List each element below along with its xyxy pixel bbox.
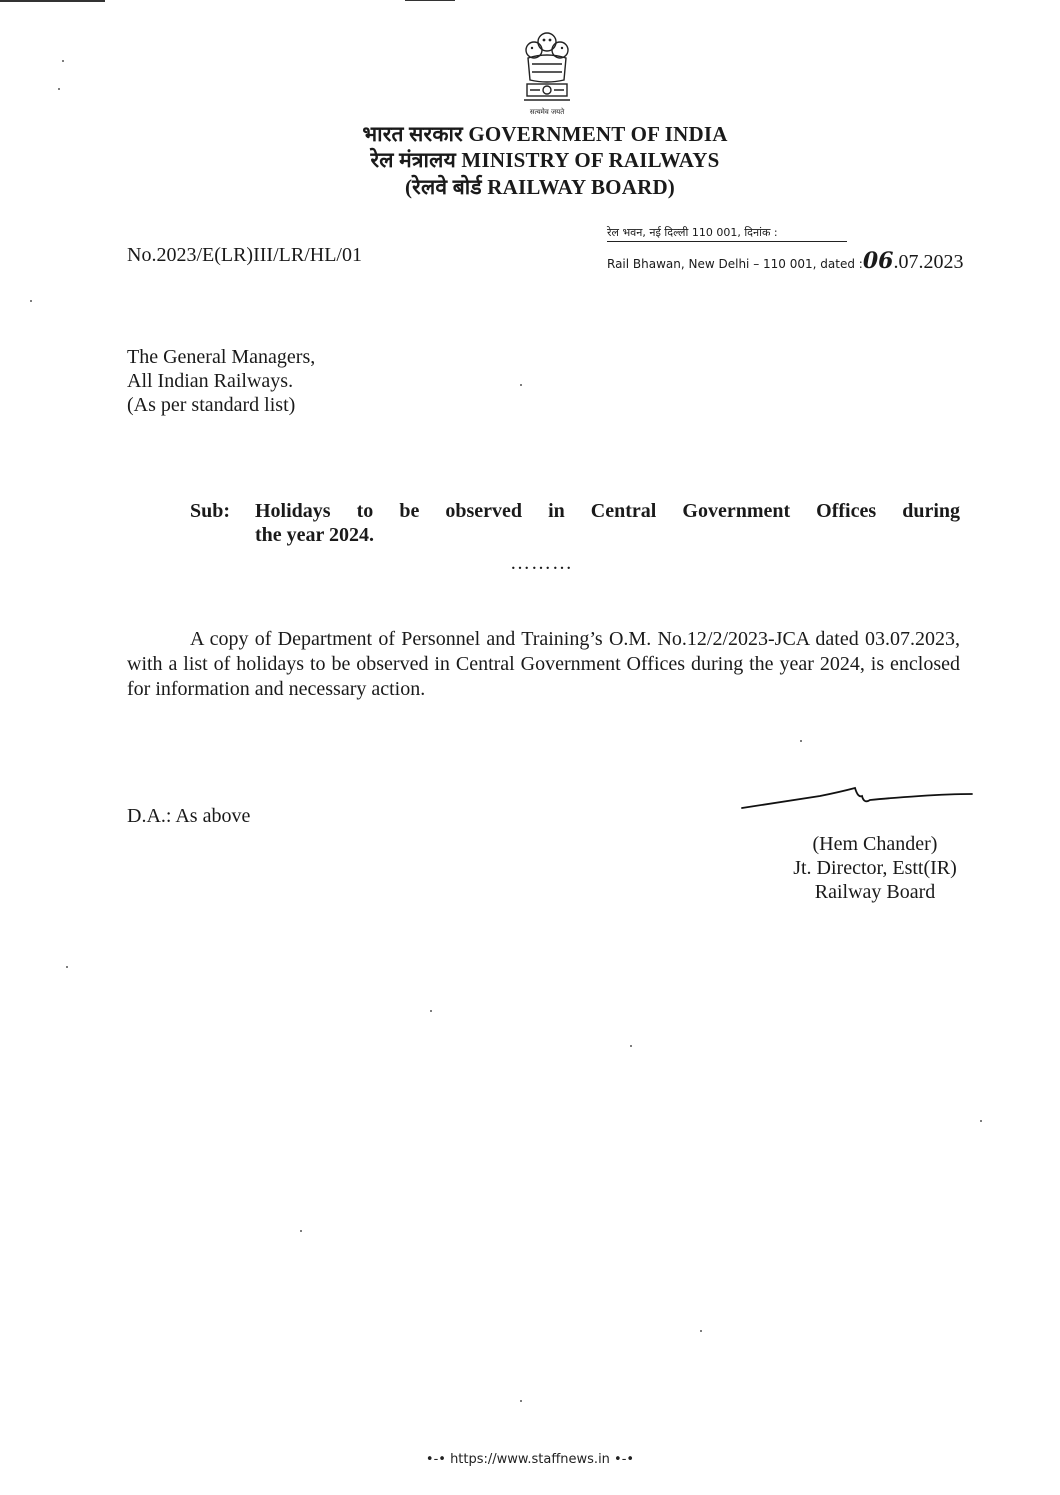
signatory-block [760,832,990,904]
enclosure-note: D.A.: As above [127,805,251,827]
scan-edge-mark [405,0,455,1]
addressee-line: (As per standard list) [127,394,296,416]
separator-dots: ……… [510,552,573,574]
address-hindi: रेल भवन, नई दिल्ली 110 001, दिनांक : [607,226,778,239]
date-month-year: .07.2023 [893,251,964,273]
signatory-designation: Jt. Director, Estt(IR) [793,857,957,879]
subject-line-1: Holidays to be observed in Central Government Offices during [255,500,960,522]
signatory-office: Railway Board [814,881,936,903]
address-underline [607,241,847,242]
subject-line-2: the year 2024. [255,524,375,546]
subject-label: Sub: [190,500,231,522]
date-day: 06 [862,248,894,274]
signatory-name: (Hem Chander) [812,833,938,855]
scan-edge-mark [0,0,105,2]
reference-number: No.2023/E(LR)III/LR/HL/01 [127,244,362,266]
addressee-line: The General Managers, [127,346,316,368]
header-government: भारत सरकार GOVERNMENT OF INDIA [362,122,728,146]
footer-link[interactable]: •-• https://www.staffnews.in •-• [425,1452,635,1467]
address-english [607,248,963,274]
header-board: (रेलवे बोर्ड RAILWAY BOARD) [404,175,676,199]
national-emblem-icon [518,28,576,120]
header-ministry: रेल मंत्रालय MINISTRY OF RAILWAYS [370,148,720,172]
address-english-text: Rail Bhawan, New Delhi – 110 001, dated : [607,257,863,271]
body-paragraph: A copy of Department of Personnel and Training’s O.M. No.12/2/2023-JCA dated 03.07.2023, with a list of holidays to be observed in Central Government Offices during the year 2024, is enclosed for information and necessary action. [127,628,960,700]
handwritten-signature [740,778,975,818]
addressee-line: All Indian Railways. [127,370,294,392]
svg-text:सत्यमेव जयते: सत्यमेव जयते [529,108,565,116]
addressee-block [127,345,315,417]
